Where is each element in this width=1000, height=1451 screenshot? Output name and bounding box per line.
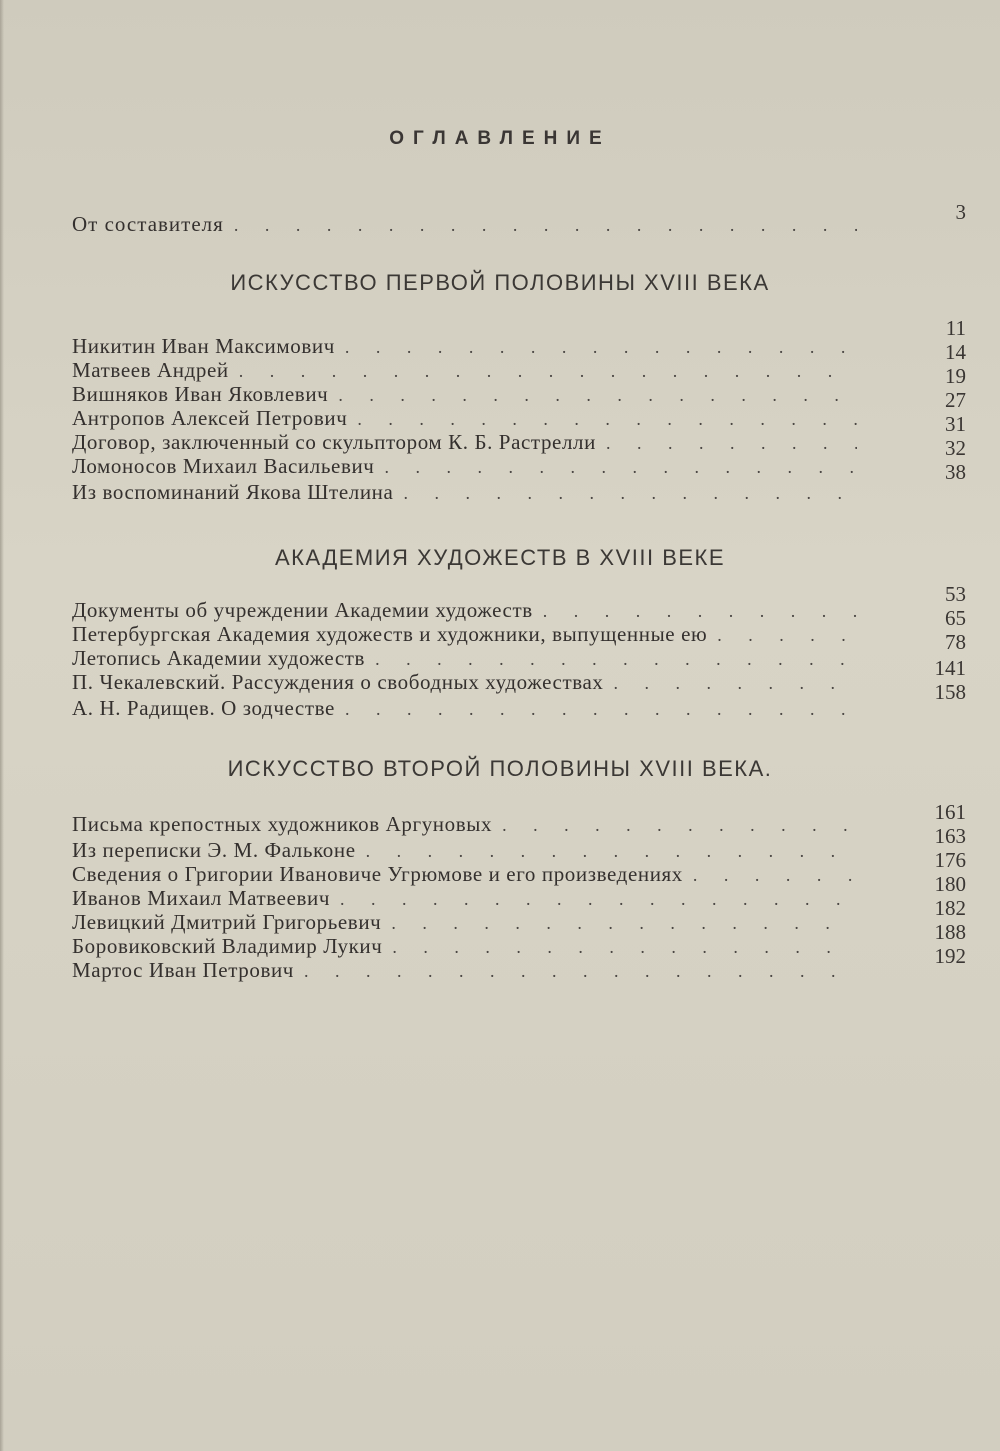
leader-dots	[345, 337, 857, 358]
toc-page-number: 38	[945, 460, 966, 484]
leader-dots	[304, 961, 857, 982]
leader-dots	[543, 601, 857, 622]
toc-entry-text: Мартос Иван Петрович	[72, 958, 294, 982]
page-edge-shadow	[0, 0, 4, 1451]
section-heading: ИСКУССТВО ПЕРВОЙ ПОЛОВИНЫ XVIII ВЕКА	[230, 270, 770, 295]
leader-dots	[502, 815, 857, 836]
toc-page-number: 11	[945, 316, 966, 340]
toc-entry-text: От составителя	[72, 212, 224, 236]
toc-page-number: 182	[934, 896, 966, 920]
toc-page-number: 31	[945, 412, 966, 436]
toc-entry-text: Из переписки Э. М. Фальконе	[72, 838, 356, 862]
toc-entry	[72, 886, 857, 912]
toc-page-number: 78	[945, 630, 966, 654]
toc-page-number: 65	[945, 606, 966, 630]
toc-entry	[72, 812, 857, 838]
toc-entry	[72, 480, 857, 506]
toc-entry	[72, 598, 857, 624]
section-heading: ИСКУССТВО ВТОРОЙ ПОЛОВИНЫ XVIII ВЕКА.	[227, 756, 773, 781]
toc-page-number: 19	[945, 364, 966, 388]
toc-page-number: 53	[945, 582, 966, 606]
section-heading: АКАДЕМИЯ ХУДОЖЕСТВ В XVIII ВЕКЕ	[274, 545, 726, 570]
leader-dots	[403, 483, 857, 504]
toc-page-number: 161	[934, 800, 966, 824]
leader-dots	[606, 433, 857, 454]
toc-entry	[72, 862, 857, 888]
toc-entry	[72, 696, 857, 722]
toc-page-number: 3	[955, 200, 966, 224]
toc-page-number: 32	[945, 436, 966, 460]
leader-dots	[340, 889, 857, 910]
toc-entry	[72, 334, 857, 360]
toc-entry	[72, 454, 857, 480]
leader-dots	[693, 865, 857, 886]
toc-entry-text: П. Чекалевский. Рассуждения о свободных художествах	[72, 670, 604, 694]
toc-entry	[72, 838, 857, 864]
leader-dots	[375, 649, 857, 670]
toc-entry-text: Никитин Иван Максимович	[72, 334, 335, 358]
toc-entry-text: Антропов Алексей Петрович	[72, 406, 348, 430]
toc-entry-text: А. Н. Радищев. О зодчестве	[72, 696, 335, 720]
toc-entry	[72, 958, 857, 984]
leader-dots	[392, 937, 857, 958]
toc-page-number: 188	[934, 920, 966, 944]
toc-page-number: 158	[934, 680, 966, 704]
toc-page-number: 163	[934, 824, 966, 848]
toc-entry	[72, 910, 857, 936]
toc-entry-text: Договор, заключенный со скульптором К. Б. Растрелли	[72, 430, 596, 454]
toc-entry	[72, 382, 857, 408]
toc-entry	[72, 670, 857, 696]
toc-entry-text: Документы об учреждении Академии художеств	[72, 598, 533, 622]
toc-entry-text: Ломоносов Михаил Васильевич	[72, 454, 375, 478]
leader-dots	[613, 673, 857, 694]
toc-entry-text: Матвеев Андрей	[72, 358, 229, 382]
toc-page-number: 176	[934, 848, 966, 872]
toc-entry-text: Левицкий Дмитрий Григорьевич	[72, 910, 382, 934]
toc-entry-text: Из воспоминаний Якова Штелина	[72, 480, 394, 504]
toc-entry	[72, 358, 857, 384]
toc-entry-text: Вишняков Иван Яковлевич	[72, 382, 329, 406]
toc-entry	[72, 934, 857, 960]
toc-entry-text: Иванов Михаил Матвеевич	[72, 886, 331, 910]
leader-dots	[234, 215, 857, 236]
toc-entry	[72, 646, 857, 672]
toc-entry-text: Петербургская Академия художеств и художники, выпущенные ею	[72, 622, 708, 646]
toc-entry	[72, 430, 857, 456]
leader-dots	[239, 361, 857, 382]
toc-page-number: 180	[934, 872, 966, 896]
toc-entry-text: Боровиковский Владимир Лукич	[72, 934, 383, 958]
toc-page-number: 141	[934, 656, 966, 680]
leader-dots	[345, 699, 857, 720]
leader-dots	[391, 913, 857, 934]
leader-dots	[717, 625, 857, 646]
toc-entry	[72, 406, 857, 432]
toc-entry-text: Сведения о Григории Ивановиче Угрюмове и его произведениях	[72, 862, 683, 886]
toc-page-number: 192	[934, 944, 966, 968]
leader-dots	[384, 457, 857, 478]
toc-entry	[72, 622, 857, 648]
toc-entry-text: Летопись Академии художеств	[72, 646, 366, 670]
toc-page-number: 14	[945, 340, 966, 364]
leader-dots	[366, 841, 857, 862]
toc-entry-intro	[72, 212, 857, 238]
toc-entry-text: Письма крепостных художников Аргуновых	[72, 812, 493, 836]
leader-dots	[338, 385, 857, 406]
leader-dots	[357, 409, 857, 430]
toc-page-number: 27	[945, 388, 966, 412]
toc-title: ОГЛАВЛЕНИЕ	[389, 128, 611, 149]
